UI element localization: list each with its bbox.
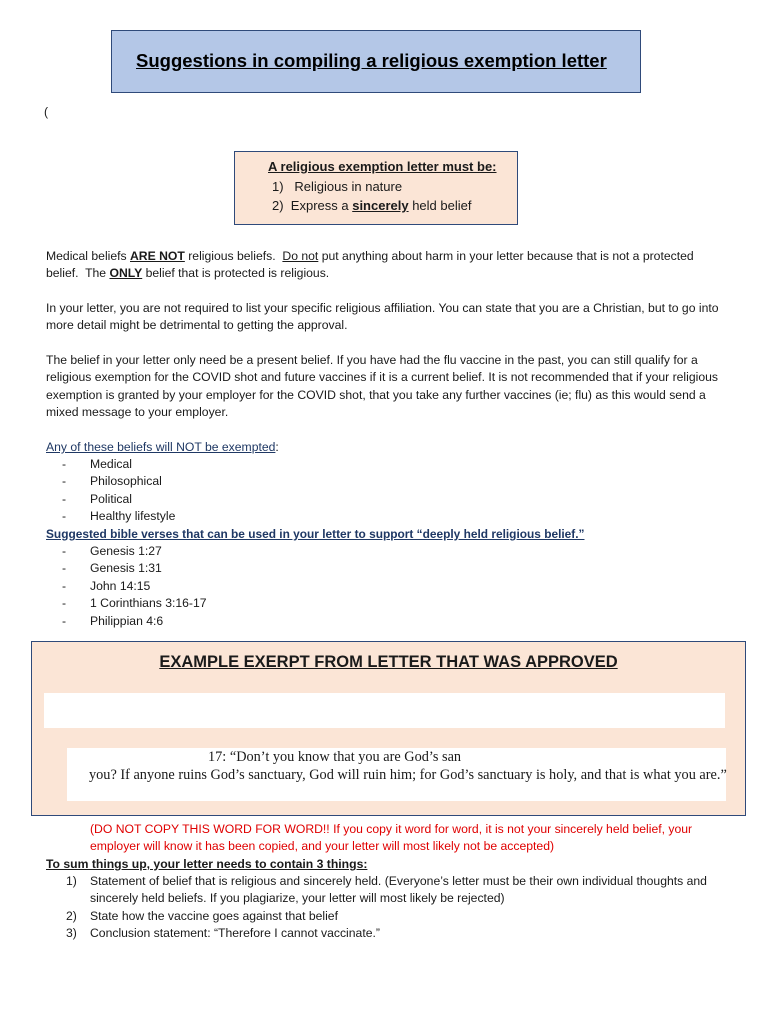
verses-heading: Suggested bible verses that can be used in your letter to support “deeply held religious belief.” — [46, 527, 585, 541]
stray-character: ( — [44, 105, 49, 119]
summary-list — [66, 873, 736, 942]
quote-line-1: 17: “Don’t you know that you are God’s san — [208, 749, 462, 765]
page-title: Suggestions in compiling a religious exemption letter — [136, 50, 607, 71]
list-item: - Philippian 4:6 — [62, 613, 164, 628]
requirement-item — [272, 198, 471, 213]
requirement-text-post: held belief — [408, 198, 472, 213]
list-item: - John 14:15 — [62, 578, 151, 593]
list-item: - Medical — [62, 457, 132, 471]
list-item: 2) State how the vaccine goes against that belief — [66, 908, 338, 923]
title-banner — [111, 30, 641, 93]
list-item: - Genesis 1:31 — [62, 561, 162, 576]
not-exempted-heading: Any of these beliefs will NOT be exempted: — [46, 440, 279, 454]
list-item: - Genesis 1:27 — [62, 544, 162, 558]
summary-heading: To sum things up, your letter needs to contain 3 things: — [46, 857, 368, 871]
blank-text-area — [44, 693, 725, 728]
list-item: - Political — [62, 491, 132, 506]
requirements-box — [234, 151, 518, 225]
example-excerpt-box — [31, 641, 746, 816]
requirement-emphasis: sincerely — [352, 198, 409, 213]
list-item: 1) Statement of belief that is religious and sincerely held. (Everyone’s letter must be their own individual thoughts and sincerely held beliefs. If you plagiarize, your letter will most likely be rejected) — [66, 874, 707, 906]
example-heading: EXAMPLE EXERPT FROM LETTER THAT WAS APPROVED — [159, 653, 618, 671]
list-item: 3) Conclusion statement: “Therefore I cannot vaccinate.” — [66, 925, 380, 940]
requirement-item — [272, 179, 402, 194]
warning-text: (DO NOT COPY THIS WORD FOR WORD!! If you copy it word for word, it is not your sincerely held belief, your employer will know it has been copied, and your letter will most likely not be accepted) — [90, 822, 693, 854]
quote-area — [67, 748, 726, 801]
verses-list — [62, 543, 562, 630]
requirement-text: Religious in nature — [294, 179, 403, 194]
paragraph-present-belief: The belief in your letter only need be a present belief. If you have had the flu vaccine in the past, you can still qualify for a religious exemption for the COVID shot and future vaccines if it is a current belief. It is not recommended that if your religious exemption is granted by your employer for the COVID shot, that you take any further vaccines (ie; flu) as this would send a mixed message to your employer. — [46, 353, 718, 419]
not-exempted-list — [62, 456, 562, 526]
list-item: - Philosophical — [62, 474, 162, 489]
list-item: - 1 Corinthians 3:16-17 — [62, 596, 207, 611]
paragraph-affiliation: In your letter, you are not required to list your specific religious affiliation. You can state that you are a Christian, but to go into more detail might be detrimental to getting the approval. — [46, 301, 719, 333]
list-item: - Healthy lifestyle — [62, 509, 176, 524]
quote-line-2: you? If anyone ruins God’s sanctuary, God will ruin him; for God’s sanctuary is holy, and that is what you are.” — [89, 767, 727, 783]
requirement-text-pre: Express a — [290, 198, 353, 213]
paragraph-medical-beliefs: Medical beliefs ARE NOT religious beliefs. Do not put anything about harm in your letter because that is not a protected belief. The ONLY belief that is protected is religious. — [46, 249, 698, 281]
requirement-number: 2) — [272, 198, 284, 213]
requirement-number: 1) — [272, 179, 284, 194]
requirements-heading: A religious exemption letter must be: — [268, 159, 497, 174]
